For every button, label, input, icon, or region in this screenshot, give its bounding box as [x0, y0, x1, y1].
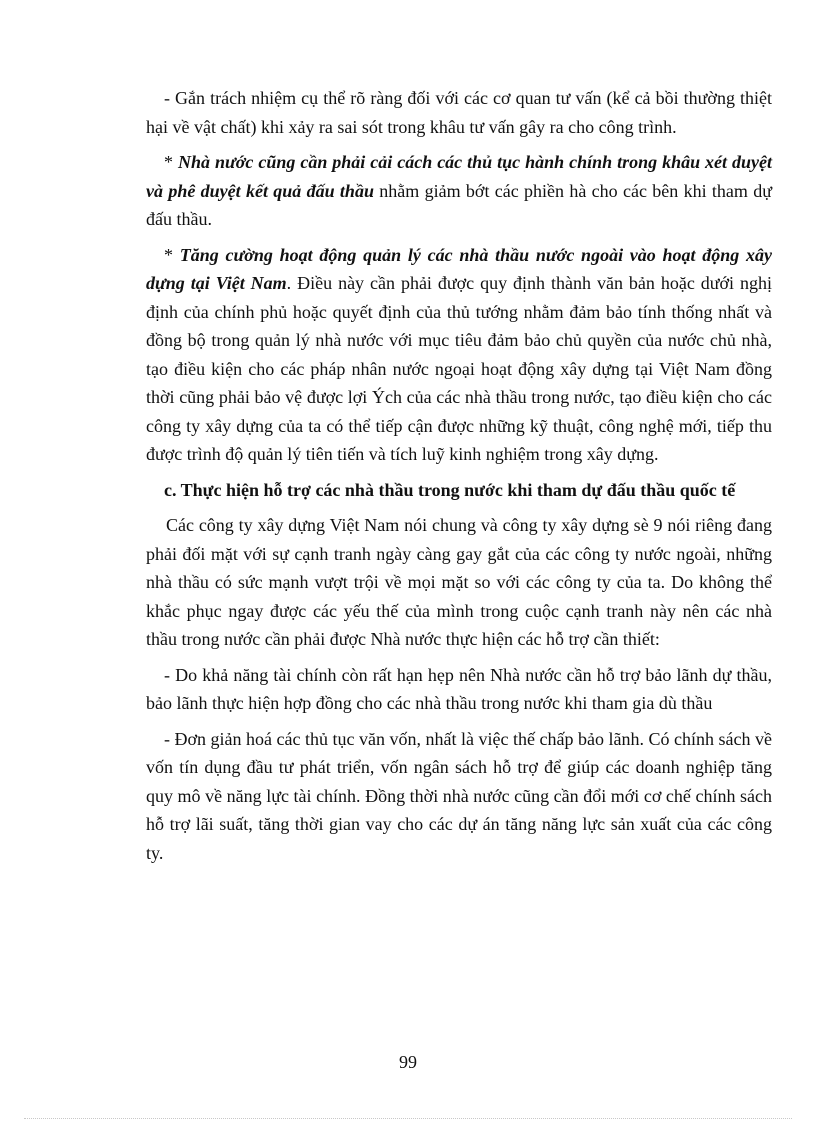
- body-text: [146, 84, 772, 874]
- paragraph-guarantee-support: - Do khả năng tài chính còn rất hạn hẹp nên Nhà nước cần hỗ trợ bảo lãnh dự thầu, bảo lãnh thực hiện hợp đồng cho các nhà thầu trong nước khi tham gia dù thầu: [146, 664, 772, 713]
- section-heading: c. Thực hiện hỗ trợ các nhà thầu trong nước khi tham dự đấu thầu quốc tế: [164, 479, 736, 500]
- page-number: 99: [399, 1052, 417, 1072]
- paragraph-consultant-responsibility: - Gắn trách nhiệm cụ thể rõ ràng đối với các cơ quan tư vấn (kể cả bồi thường thiệt hại về vật chất) khi xảy ra sai sót trong khâu tư vấn gây ra cho công trình.: [146, 88, 772, 137]
- emphasis-foreign-contractors: Tăng cường hoạt động quản lý các nhà thầu nước ngoài vào hoạt động xây dựng tại Việt Nam: [146, 244, 773, 293]
- paragraph-foreign-contractors: * Tăng cường hoạt động quản lý các nhà thầu nước ngoài vào hoạt động xây dựng tại Việt Nam. Điều này cần phải được quy định thành văn bản hoặc dưới nghị định của chính phủ hoặc quyết định của thủ tướng nhằm đảm bảo tính thống nhất và đồng bộ trong quản lý nhà nước với mục tiêu đảm bảo chủ quyền của nước chủ nhà, tạo điều kiện cho các pháp nhân nước ngoại hoạt động xây dựng tại Việt Nam đồng thời cũng phải bảo vệ được lợi Ých của các nhà thầu trong nước, tạo điều kiện cho các công ty xây dựng của ta có thể tiếp cận được những kỹ thuật, công nghệ mới, tiếp thu được trình độ quản lý tiên tiến và tích luỹ kinh nghiệm trong xây dựng.: [146, 244, 773, 464]
- emphasis-administrative-reform: Nhà nước cũng cần phải cải cách các thủ tục hành chính trong khâu xét duyệt và phê duyệt kết quả đấu thầu: [146, 152, 773, 201]
- paragraph-simplify-procedures: - Đơn giản hoá các thủ tục văn vốn, nhất là việc thế chấp bảo lãnh. Có chính sách về vốn tín dụng đầu tư phát triển, vốn ngân sách hỗ trợ để giúp các doanh nghiệp tăng quy mô về năng lực tài chính. Đồng thời nhà nước cũng cần đổi mới cơ chế chính sách hỗ trợ lãi suất, tăng thời gian vay cho các dự án tăng năng lực sản xuất của các công ty.: [146, 728, 772, 863]
- paragraph-administrative-reform: * Nhà nước cũng cần phải cải cách các thủ tục hành chính trong khâu xét duyệt và phê duyệt kết quả đấu thầu nhằm giảm bớt các phiền hà cho các bên khi tham dự đấu thầu.: [146, 152, 773, 229]
- paragraph-competition: Các công ty xây dựng Việt Nam nói chung và công ty xây dựng sè 9 nói riêng đang phải đối mặt với sự cạnh tranh ngày càng gay gắt của các công ty nước ngoài, những nhà thầu có sức mạnh vượt trội về mọi mặt so với các công ty của ta. Do không thể khắc phục ngay được các yếu thế của mình trong cuộc cạnh tranh này nên các nhà thầu trong nước cần phải được Nhà nước thực hiện các hỗ trợ cần thiết:: [146, 515, 772, 649]
- footer-divider: [24, 1118, 792, 1119]
